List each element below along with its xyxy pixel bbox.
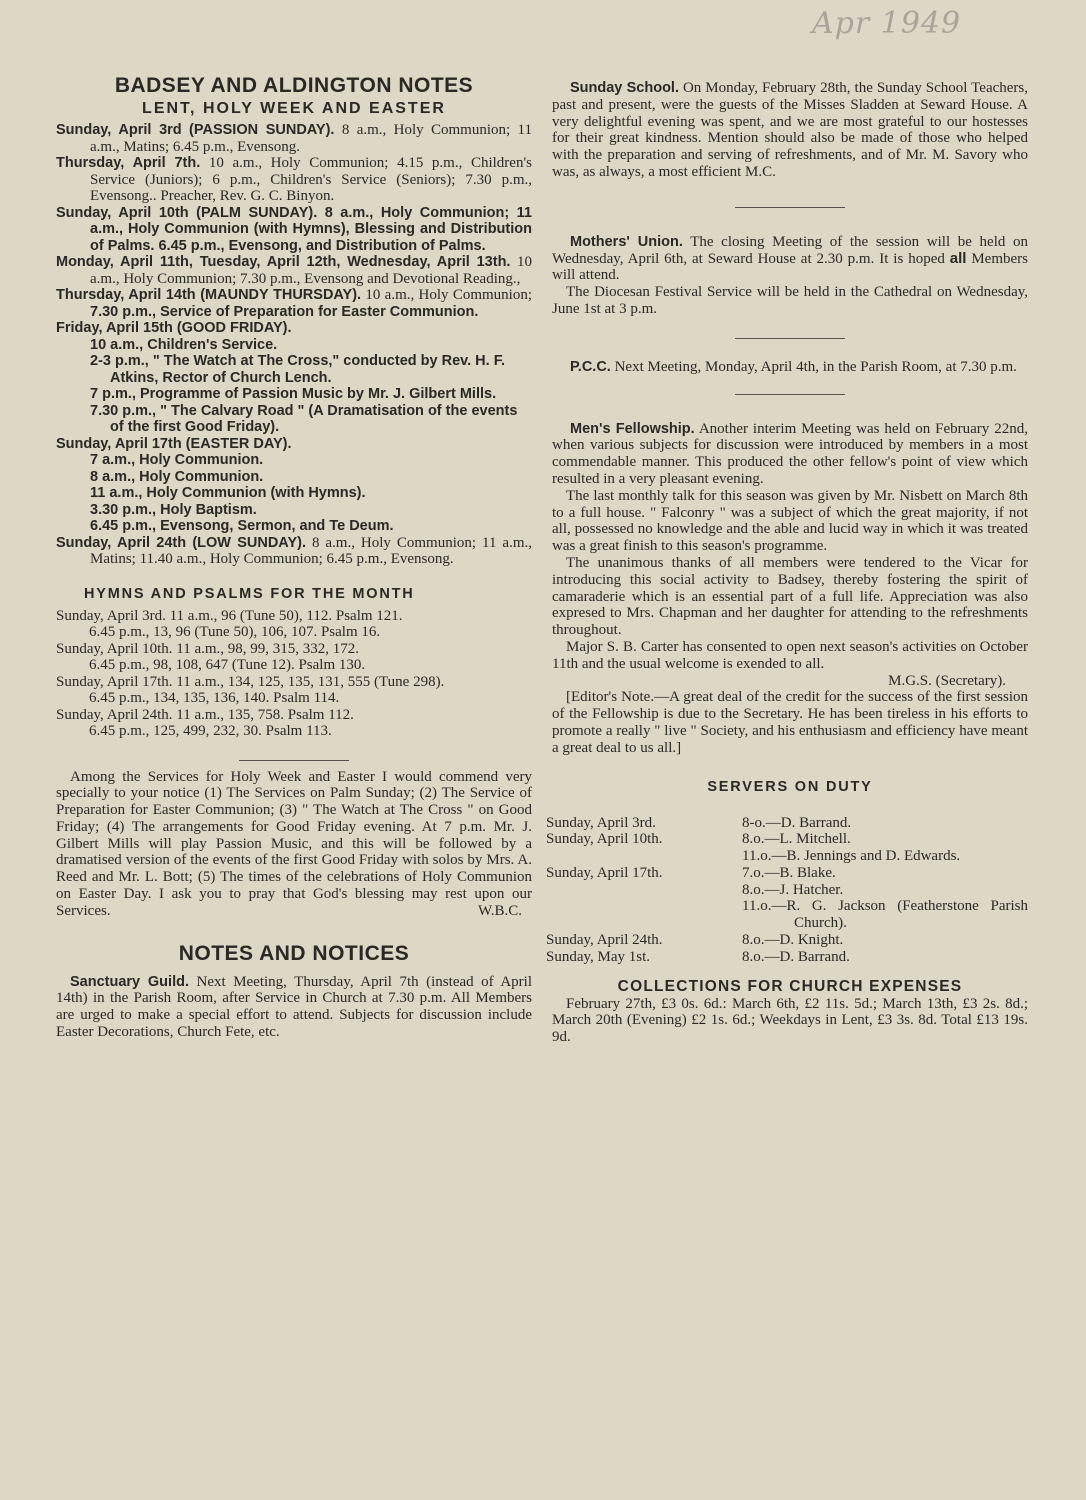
- hymn-line: 6.45 p.m., 13, 96 (Tune 50), 106, 107. Psalm 16.: [89, 624, 381, 640]
- diocesan-festival-note: The Diocesan Festival Service will be held in the Cathedral on Wednesday, June 1st at 3 p.m.: [552, 284, 1028, 317]
- hymn-line: Sunday, April 17th. 11 a.m., 134, 125, 135, 131, 555 (Tune 298).: [56, 673, 445, 690]
- right-column: [546, 80, 1029, 1046]
- notices-title: NOTES AND NOTICES: [178, 941, 410, 965]
- server-row: Sunday, April 3rd. 8-o.—D. Barrand.: [546, 814, 852, 831]
- handwritten-date-note: Apr 1949: [812, 6, 962, 41]
- vicar-letter: Among the Services for Holy Week and Easter I would commend very specially to your notice (1) The Services on Palm Sunday; (2) The Service of Preparation for Easter Communion; (3) " The Watch at The Cross " on Good Friday; (4) The arrangements for Good Friday evening. At 7 p.m. Mr. J. Gilbert Mills will play Passion Music, and this will be followed by a dramatised version of the events of the first Good Friday with solos by Mrs. A. Reed and Mr. L. Bott; (5) The times of the celebrations of Holy Communion on Easter Day. I ask you to pray that God's blessing may rest upon our Services.: [56, 768, 532, 919]
- mens-fellowship-paragraph: The unanimous thanks of all members were tendered to the Vicar for introducing this social activity to Badsey, thereby fostering the spirit of camaraderie which is an essential part of a full life. Appreciation was also expresed to Mrs. Chapman and her daughter for attending to the refreshments throughout.: [552, 554, 1028, 639]
- good-friday-item: 2-3 p.m., " The Watch at The Cross," conducted by Rev. H. F. Atkins, Rector of Church Lench.: [90, 353, 505, 386]
- server-row: Sunday, May 1st. 8.o.—D. Barrand.: [546, 948, 850, 965]
- service-entry-april-24: Sunday, April 24th (LOW SUNDAY). 8 a.m., Holy Communion; 11 a.m., Matins; 11.40 a.m., Holy Communion; 6.45 p.m., Evensong.: [56, 534, 532, 567]
- notes-title: BADSEY AND ALDINGTON NOTES: [114, 74, 474, 97]
- secretary-signature: M.G.S. (Secretary).: [888, 672, 1006, 689]
- editors-note: [Editor's Note.—A great deal of the credit for the success of the first session of the Fellowship is due to the Secretary. He has been tireless in his efforts to promote a really " live " Society, and his enthusiasm and efficiency have meant a great deal to us all.]: [552, 689, 1028, 756]
- hymn-line: Sunday, April 10th. 11 a.m., 98, 99, 315, 332, 172.: [56, 640, 360, 657]
- service-entry-april-17: Sunday, April 17th (EASTER DAY).: [56, 435, 292, 452]
- hymn-line: 6.45 p.m., 125, 499, 232, 30. Psalm 113.: [89, 723, 332, 739]
- easter-day-item: 3.30 p.m., Holy Baptism.: [90, 501, 257, 518]
- mothers-union-notice: Mothers' Union. The closing Meeting of the session will be held on Wednesday, April 6th, at Seward House at 2.30 p.m. It is hoped all Members will attend.: [552, 233, 1028, 284]
- good-friday-item: 7.30 p.m., " The Calvary Road " (A Dramatisation of the events of the first Good Friday).: [90, 402, 518, 435]
- hymn-line: 6.45 p.m., 98, 108, 647 (Tune 12). Psalm 130.: [89, 657, 366, 673]
- service-entry-april-15: Friday, April 15th (GOOD FRIDAY).: [56, 320, 292, 336]
- hymn-line: 6.45 p.m., 134, 135, 136, 140. Psalm 114.: [89, 690, 340, 706]
- service-entry-april-3: Sunday, April 3rd (PASSION SUNDAY). 8 a.m., Holy Communion; 11 a.m., Matins; 6.45 p.m., Evensong.: [56, 122, 532, 155]
- good-friday-item: 7 p.m., Programme of Passion Music by Mr. J. Gilbert Mills.: [90, 386, 497, 402]
- mens-fellowship-paragraph: The last monthly talk for this season was given by Mr. Nisbett on March 8th to a full house. " Falconry " was a subject of which the great majority, if not all, possessed no knowledge and the able and lucid way in which it was treated was a great finish to this season's programme.: [552, 487, 1028, 555]
- easter-day-item: 6.45 p.m., Evensong, Sermon, and Te Deum.: [90, 518, 394, 534]
- sanctuary-guild-notice: Sanctuary Guild. Next Meeting, Thursday, April 7th (instead of April 14th) in the Parish Room, after Service in Church at 7.30 p.m. All Members are urged to make a special effort to attend. Subjects for discussion include Easter Decorations, Church Fete, etc.: [56, 973, 532, 1041]
- easter-day-item: 8 a.m., Holy Communion.: [90, 468, 264, 485]
- hymns-list: [56, 608, 532, 740]
- server-row: Sunday, April 10th. 8.o.—L. Mitchell.: [546, 831, 851, 848]
- mens-fellowship-paragraph: Major S. B. Carter has consented to open next season's activities on October 11th and the usual welcome is exended to all.: [552, 638, 1028, 672]
- mens-fellowship-notice: Men's Fellowship. Another interim Meeting was held on February 22nd, when various subjects for discussion were introduced by members in a most commendable manner. This produced the other fellow's point of view which resulted in a very pleasant evening.: [552, 420, 1029, 487]
- server-row: 8.o.—J. Hatcher.: [742, 881, 844, 898]
- collections-text: February 27th, £3 0s. 6d.: March 6th, £2 11s. 5d.; March 13th, £3 2s. 8d.; March 20th (Evening) £2 1s. 6d.; Weekdays in Lent, £3 3s. 8d. Total £13 19s. 9d.: [552, 995, 1028, 1046]
- hymns-heading: HYMNS AND PSALMS FOR THE MONTH: [84, 585, 415, 602]
- lent-subtitle: LENT, HOLY WEEK AND EASTER: [142, 100, 446, 117]
- good-friday-item: 10 a.m., Children's Service.: [90, 336, 278, 353]
- easter-day-item: 11 a.m., Holy Communion (with Hymns).: [90, 485, 366, 501]
- easter-day-item: 7 a.m., Holy Communion.: [90, 452, 264, 468]
- service-entry-april-14: Thursday, April 14th (MAUNDY THURSDAY). 10 a.m., Holy Communion; 7.30 p.m., Service of Preparation for Easter Communion.: [56, 287, 533, 320]
- servers-table: [546, 815, 1028, 966]
- left-column: [56, 74, 532, 1041]
- server-row: Sunday, April 24th. 8.o.—D. Knight.: [546, 932, 844, 949]
- servers-heading: SERVERS ON DUTY: [707, 778, 873, 795]
- hymn-line: Sunday, April 24th. 11 a.m., 135, 758. Psalm 112.: [56, 706, 354, 723]
- service-entry-april-7: Thursday, April 7th. 10 a.m., Holy Communion; 4.15 p.m., Children's Service (Juniors); 6 p.m., Children's Service (Seniors); 7.30 p.m., Evensong.. Preacher, Rev. G. C. Binyon.: [56, 155, 532, 204]
- server-row: 11.o.—B. Jennings and D. Edwards.: [742, 848, 961, 865]
- server-row: Sunday, April 17th. 7.o.—B. Blake.: [546, 864, 836, 881]
- service-entry-april-11-13: Monday, April 11th, Tuesday, April 12th, Wednesday, April 13th. 10 a.m., Holy Communion; 7.30 p.m., Evensong and Devotional Reading.,: [56, 254, 532, 287]
- service-entry-april-10: Sunday, April 10th (PALM SUNDAY). 8 a.m., Holy Communion; 11 a.m., Holy Communion (with Hymns), Blessing and Distribution of Palms. 6.45 p.m., Evensong, and Distribution of Palms.: [56, 204, 532, 254]
- hymn-line: Sunday, April 3rd. 11 a.m., 96 (Tune 50), 112. Psalm 121.: [56, 607, 403, 624]
- server-row: 11.o.—R. G. Jackson (Featherstone Parish Church).: [742, 898, 1028, 932]
- sunday-school-notice: Sunday School. On Monday, February 28th, the Sunday School Teachers, past and present, were the guests of the Misses Sladden at Seward House. A very delightful evening was spent, and we are most grateful to our hostesses for their great kindness. Mention should also be made of those who helped with the preparation and serving of refreshments, and of Mr. M. Savory who was, as always, a most efficient M.C.: [552, 80, 1028, 180]
- pcc-notice: P.C.C. Next Meeting, Monday, April 4th, in the Parish Room, at 7.30 p.m.: [570, 358, 1017, 375]
- vicar-signature: W.B.C.: [477, 902, 522, 919]
- collections-heading: COLLECTIONS FOR CHURCH EXPENSES: [617, 977, 963, 995]
